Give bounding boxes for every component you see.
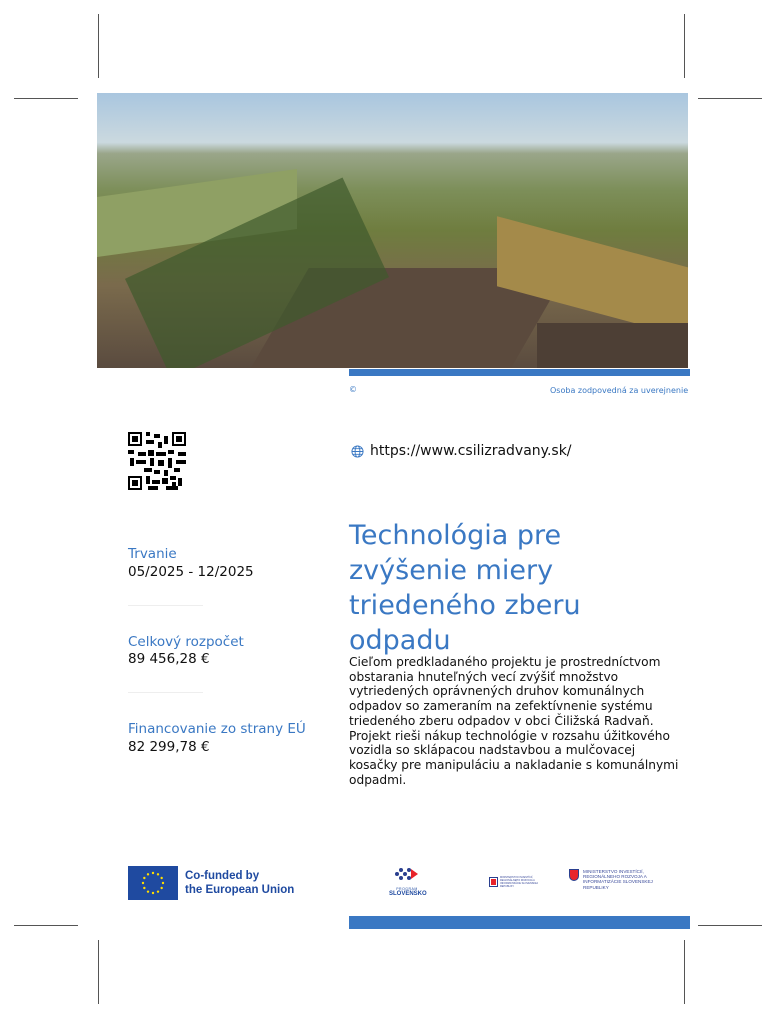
project-description: Cieľom predkladaného projektu je prostredníctvom obstarania hnuteľných vecí zvýšiť množstvo vytriedených oprávnených druhov komunálnych odpadov so zameraním na zefektívnenie systému triedeného zberu odpadov v obci Čiližská Radvaň. Projekt rieši nákup technológie v rozsahu úžitkového vozidla so sklápacou nadstavbou a mulčovacej kosačky pre manipuláciu a nakladanie s komunálnymi odpadmi. <box>349 655 679 787</box>
crop-mark <box>14 925 78 926</box>
accent-bar-top <box>349 369 690 376</box>
divider <box>128 605 203 606</box>
duration-value: 05/2025 - 12/2025 <box>128 564 254 580</box>
crop-mark <box>684 14 685 78</box>
crop-mark <box>98 940 99 1004</box>
slovak-coat-of-arms-icon <box>569 869 579 881</box>
eu-star <box>160 877 162 879</box>
eu-star <box>157 873 159 875</box>
eu-text-2: the European Union <box>185 884 295 896</box>
eu-star <box>143 887 145 889</box>
eu-star <box>142 882 144 884</box>
eu-star <box>147 890 149 892</box>
divider <box>128 692 203 693</box>
eu-star <box>152 872 154 874</box>
accent-bar-bottom <box>349 916 690 929</box>
eu-text-1: Co-funded by <box>185 870 260 882</box>
eu-flag-icon <box>128 866 178 900</box>
qr-code[interactable] <box>128 432 186 490</box>
eu-star <box>143 877 145 879</box>
responsible-person-label: Osoba zodpovedná za uverejnenie <box>550 386 689 395</box>
copyright-symbol: © <box>349 385 357 394</box>
eu-star <box>162 882 164 884</box>
eu-star <box>157 890 159 892</box>
eu-funding-label: Financovanie zo strany EÚ <box>128 721 306 737</box>
crop-mark <box>98 14 99 78</box>
ministry-small-logo: MINISTERSTVO INVESTÍCIÍ, REGIONÁLNEHO ROZVOJA A INFORMATIZÁCIE SLOVENSKEJ REPUBLIKY <box>490 876 538 888</box>
website-url[interactable]: https://www.csilizradvany.sk/ <box>370 443 572 459</box>
crop-mark <box>14 98 78 99</box>
program-slovensko-logo: PROGRAM SLOVENSKO <box>389 866 425 897</box>
project-title: Technológia pre zvýšenie miery triedeného zberu odpadu <box>349 520 581 656</box>
total-budget-value: 89 456,28 € <box>128 651 210 667</box>
slovak-coat-of-arms-icon <box>490 878 497 886</box>
eu-cofunded-logo <box>128 866 294 900</box>
eu-star <box>147 873 149 875</box>
program-logo-icon <box>392 866 422 882</box>
eu-star <box>152 892 154 894</box>
duration-label: Trvanie <box>128 546 177 562</box>
total-budget-label: Celkový rozpočet <box>128 634 244 650</box>
crop-mark <box>698 98 762 99</box>
globe-icon <box>351 445 364 458</box>
ministry-logo: MINISTERSTVO INVESTÍCIÍ, REGIONÁLNEHO ROZVOJA A INFORMATIZÁCIE SLOVENSKEJ REPUBLIKY <box>569 869 673 890</box>
crop-mark <box>698 925 762 926</box>
crop-mark <box>684 940 685 1004</box>
aerial-village-photo <box>97 93 688 368</box>
eu-star <box>160 887 162 889</box>
eu-funding-value: 82 299,78 € <box>128 739 210 755</box>
website-link[interactable] <box>351 443 572 459</box>
